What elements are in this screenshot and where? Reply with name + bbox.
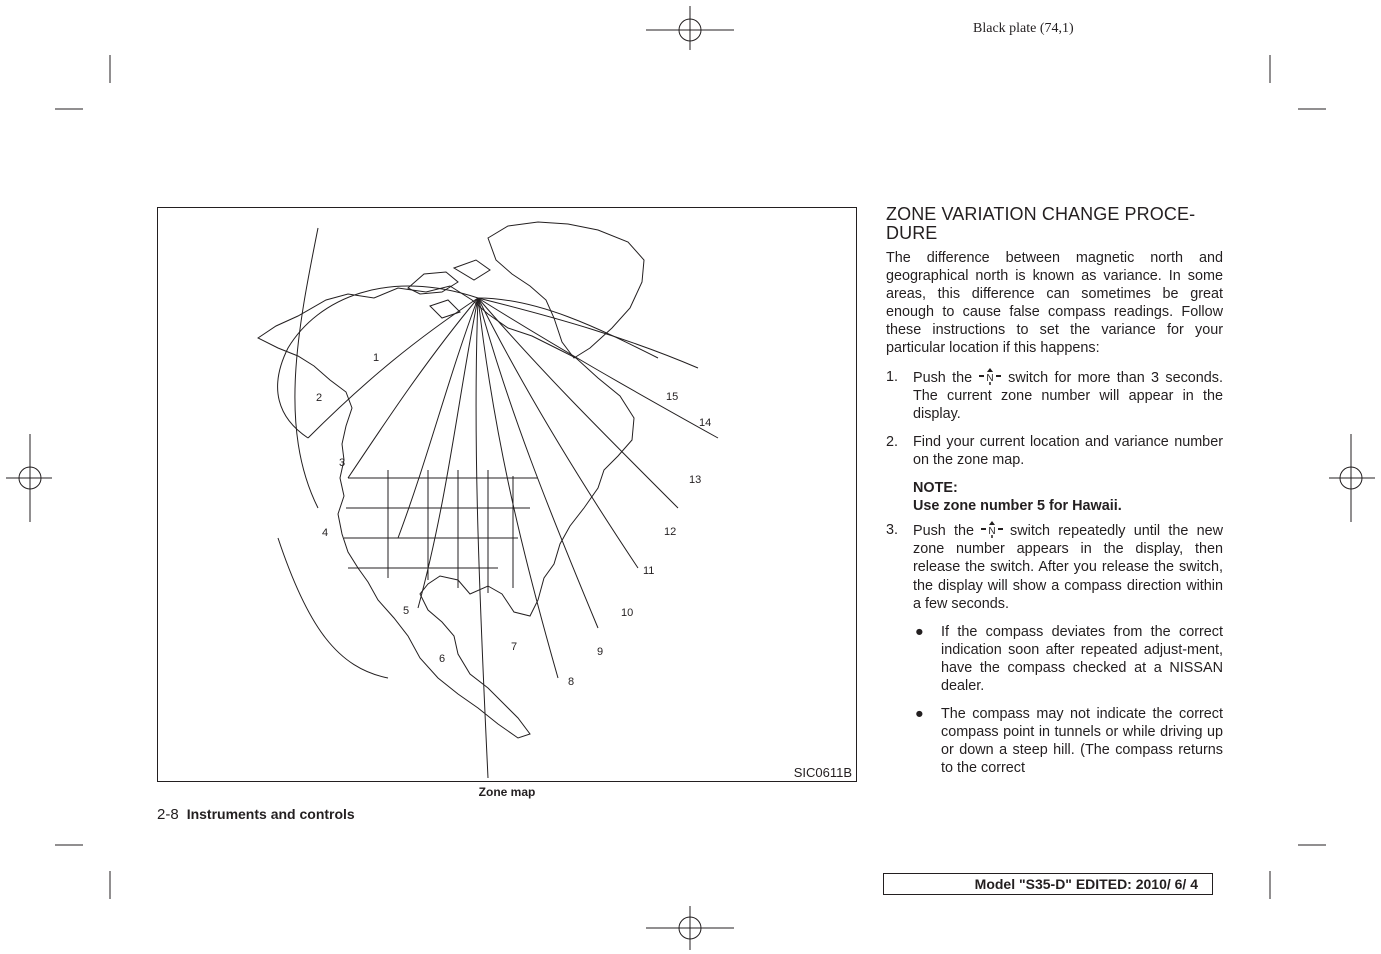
compass-icon-letter: N: [988, 526, 996, 538]
section-title: Instruments and controls: [186, 806, 355, 822]
page-footer: [157, 806, 355, 823]
zone-label: 15: [666, 391, 679, 403]
zone-label: 3: [339, 457, 346, 469]
bullet-dot: ●: [915, 706, 924, 723]
procedure-column: [886, 205, 1223, 787]
zone-label: 8: [568, 676, 575, 688]
zone-label: 2: [316, 392, 323, 404]
zone-label: 10: [621, 607, 634, 619]
bullet-item: [886, 623, 1223, 695]
plate-label: Black plate (74,1): [973, 21, 1074, 36]
step-1-text-start: Push the: [913, 369, 973, 386]
step-number: 2.: [886, 433, 899, 450]
step-3-text-end: switch repeatedly until the new zone number appears in the display, then release the switch. After you release the switch, the display will show a compass direction within a few seconds.: [913, 523, 1223, 612]
heading-line-1: ZONE VARIATION CHANGE PROCE-: [886, 204, 1196, 224]
step-1-text-end: switch for more than 3 seconds. The current zone number will appear in the display.: [913, 369, 1223, 422]
bullet-text: If the compass deviates from the correct indication soon after repeated adjust-ment, have the compass checked at a NISSAN dealer.: [941, 623, 1223, 694]
zone-label: 11: [643, 565, 655, 577]
zone-label: 7: [511, 641, 518, 653]
note-block: [886, 479, 1223, 515]
step-2: [886, 433, 1223, 469]
bullet-text: The compass may not indicate the correct compass point in tunnels or while driving up or down a steep hill. (The compass returns to the correct: [941, 706, 1223, 777]
step-3: [886, 521, 1223, 612]
model-edited-box: Model "S35-D" EDITED: 2010/ 6/ 4: [883, 873, 1213, 895]
compass-switch-icon: [980, 521, 1004, 538]
step-3-text-start: Push the: [913, 523, 975, 540]
note-title: NOTE:: [913, 480, 958, 497]
step-number: 1.: [886, 368, 899, 385]
zone-label: 1: [373, 352, 380, 364]
compass-switch-icon: [978, 368, 1002, 385]
north-america-outline: [258, 286, 634, 738]
intro-paragraph: The difference between magnetic north and geographical north is known as variance. In some areas, this difference can sometimes be great enough to cause false compass readings. Follow these instructions to set the variance for your particular location if this happens:: [886, 250, 1223, 357]
zone-label: 6: [439, 653, 446, 665]
zone-label: 12: [664, 526, 677, 538]
step-1: [886, 368, 1223, 423]
zone-label: 5: [403, 605, 410, 617]
step-number: 3.: [886, 522, 899, 539]
us-state-grid: [344, 470, 538, 593]
section-heading: [886, 205, 1223, 243]
zone-label: 9: [597, 646, 604, 658]
zone-label: 14: [699, 417, 712, 429]
step-2-text: Find your current location and variance number on the zone map.: [913, 433, 1223, 468]
bullet-dot: ●: [915, 623, 924, 640]
zone-boundary-lines: [278, 228, 718, 778]
heading-line-2: DURE: [886, 223, 938, 243]
zone-map-drawing: [158, 208, 857, 782]
zone-label: 13: [689, 474, 702, 486]
note-text: Use zone number 5 for Hawaii.: [913, 498, 1122, 515]
greenland-outline: [488, 222, 644, 358]
page-number: 2-8: [157, 806, 179, 823]
zone-map-figure: [157, 207, 857, 782]
bullet-item: [886, 705, 1223, 777]
zone-label: 4: [322, 527, 329, 539]
figure-caption: Zone map: [478, 785, 536, 799]
compass-icon-letter: N: [986, 372, 994, 384]
figure-code: SIC0611B: [793, 765, 852, 780]
